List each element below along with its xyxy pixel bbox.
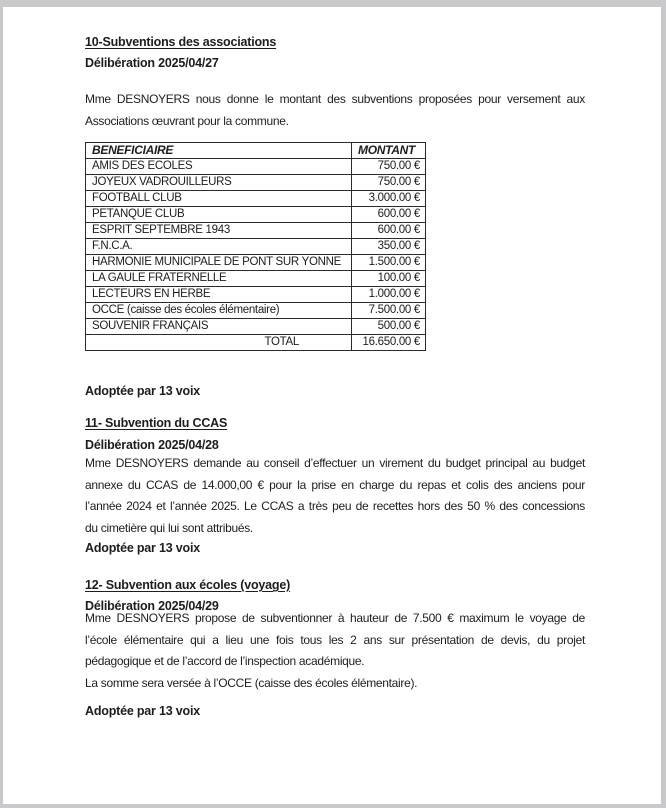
- header-montant: MONTANT: [352, 143, 426, 159]
- table-row: [86, 287, 426, 303]
- amount-cell: 7.500.00 €: [352, 303, 426, 319]
- table-row: [86, 191, 426, 207]
- table-row: [86, 319, 426, 335]
- header-beneficiaire: BENEFICIAIRE: [86, 143, 352, 159]
- beneficiary-cell: JOYEUX VADROUILLEURS: [86, 175, 352, 191]
- table-total-row: [86, 335, 426, 351]
- section-10-paragraph: [85, 89, 585, 132]
- paragraph-line: Mme DESNOYERS demande au conseil d’effectuer un virement du budget principal au budget: [85, 456, 585, 470]
- section-10-adopted: Adoptée par 13 voix: [85, 384, 200, 398]
- section-12-paragraph: [85, 608, 585, 694]
- section-12-title: 12- Subvention aux écoles (voyage): [85, 578, 291, 592]
- section-10-title: 10-Subventions des associations: [85, 35, 277, 49]
- section-11-title: 11- Subvention du CCAS: [85, 416, 228, 430]
- amount-cell: 1.000.00 €: [352, 287, 426, 303]
- total-label-cell: TOTAL: [86, 335, 352, 351]
- scan-edge-right: [661, 0, 666, 808]
- paragraph-line: l’année 2024 et l’année 2025. Le CCAS a très peu de recettes hors des 50 % des concessions: [85, 499, 585, 513]
- scan-edge-left: [0, 0, 3, 808]
- paragraph-line: annexe du CCAS de 14.000,00 € pour la prise en charge du repas et colis des anciens pour: [85, 477, 585, 492]
- table-row: [86, 223, 426, 239]
- amount-cell: 750.00 €: [352, 175, 426, 191]
- paragraph-line: du cimetière qui lui sont attribués.: [85, 520, 253, 535]
- beneficiary-cell: AMIS DES ECOLES: [86, 159, 352, 175]
- beneficiary-cell: LECTEURS EN HERBE: [86, 287, 352, 303]
- table-row: [86, 207, 426, 223]
- beneficiary-cell: F.N.C.A.: [86, 239, 352, 255]
- scan-edge-bottom: [0, 804, 666, 808]
- beneficiary-cell: SOUVENIR FRANÇAIS: [86, 319, 352, 335]
- table-row: [86, 239, 426, 255]
- table-row: [86, 271, 426, 287]
- amount-cell: 1.500.00 €: [352, 255, 426, 271]
- paragraph-line: pédagogique et de l’accord de l’inspection académique.: [85, 654, 365, 668]
- scan-edge-top: [0, 0, 666, 7]
- table-row: [86, 303, 426, 319]
- amount-cell: 350.00 €: [352, 239, 426, 255]
- section-11-paragraph: [85, 453, 585, 539]
- beneficiary-cell: HARMONIE MUNICIPALE DE PONT SUR YONNE: [86, 255, 352, 271]
- section-10-deliberation: Délibération 2025/04/27: [85, 56, 219, 70]
- table-row: [86, 159, 426, 175]
- subsidy-table: [85, 142, 426, 351]
- amount-cell: 600.00 €: [352, 207, 426, 223]
- beneficiary-cell: PETANQUE CLUB: [86, 207, 352, 223]
- amount-cell: 600.00 €: [352, 223, 426, 239]
- section-12-adopted: Adoptée par 13 voix: [85, 704, 200, 718]
- beneficiary-cell: ESPRIT SEPTEMBRE 1943: [86, 223, 352, 239]
- paragraph-line: Mme DESNOYERS propose de subventionner à hauteur de 7.500 € maximum le voyage de: [85, 611, 585, 625]
- amount-cell: 500.00 €: [352, 319, 426, 335]
- amount-cell: 3.000.00 €: [352, 191, 426, 207]
- amount-cell: 750.00 €: [352, 159, 426, 175]
- table-row: [86, 255, 426, 271]
- beneficiary-cell: OCCE (caisse des écoles élémentaire): [86, 303, 352, 319]
- beneficiary-cell: FOOTBALL CLUB: [86, 191, 352, 207]
- paragraph-line: l’école élémentaire qui a lieu une fois tous les 2 ans sur présentation de devis, du projet: [85, 632, 585, 647]
- table-header-row: [86, 143, 426, 159]
- amount-cell: 100.00 €: [352, 271, 426, 287]
- section-12-deliberation: Délibération 2025/04/29: [85, 599, 219, 613]
- section-11-deliberation: Délibération 2025/04/28: [85, 438, 219, 452]
- table-row: [86, 175, 426, 191]
- section-11-adopted: Adoptée par 13 voix: [85, 541, 200, 555]
- paragraph-line: Associations œuvrant pour la commune.: [85, 113, 289, 128]
- beneficiary-cell: LA GAULE FRATERNELLE: [86, 271, 352, 287]
- paragraph-line: Mme DESNOYERS nous donne le montant des subventions proposées pour versement aux: [85, 92, 585, 106]
- paragraph-line: La somme sera versée à l’OCCE (caisse des écoles élémentaire).: [85, 675, 418, 690]
- total-amount-cell: 16.650.00 €: [352, 335, 426, 351]
